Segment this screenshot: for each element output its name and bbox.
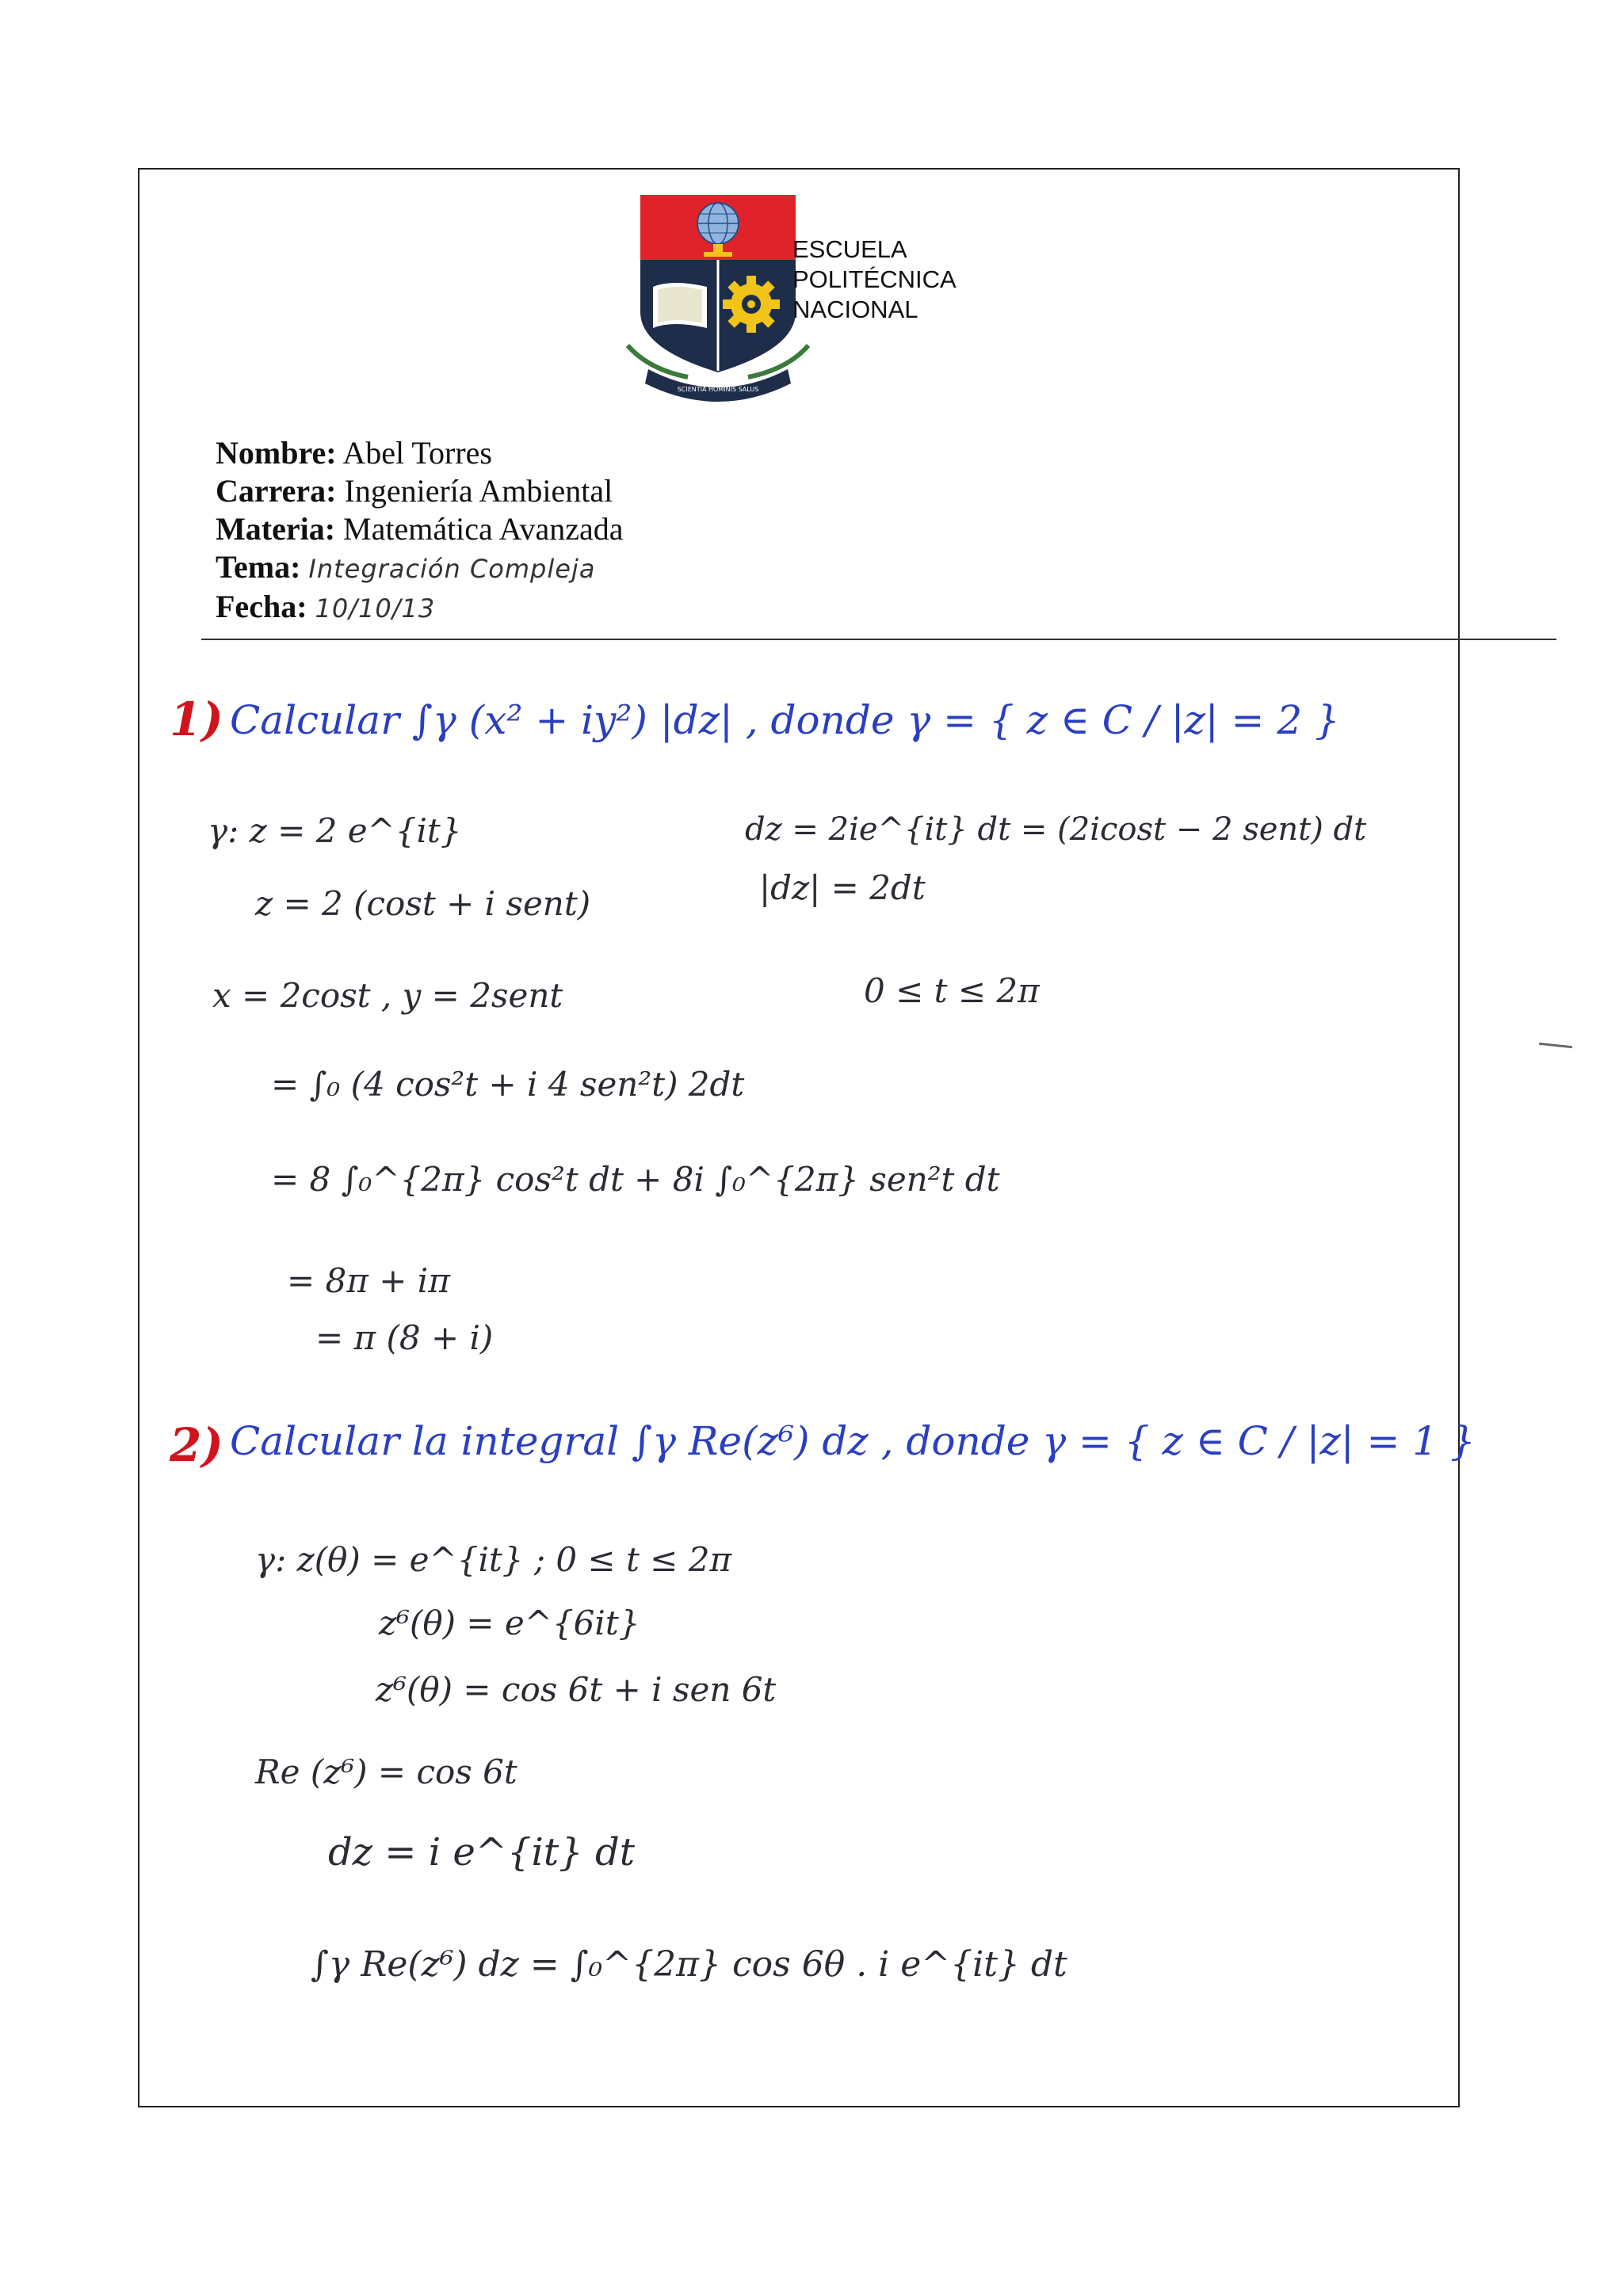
problem-2-number: 2) — [170, 1418, 223, 1472]
solution-line: |dz| = 2dt — [759, 868, 926, 907]
solution-line: = ∫₀ (4 cos²t + i 4 sen²t) 2dt — [271, 1065, 745, 1104]
field-label: Nombre: — [216, 435, 337, 471]
solution-line: = 8 ∫₀^{2π} cos²t dt + 8i ∫₀^{2π} sen²t dt — [271, 1160, 1000, 1199]
solution-line: 0 ≤ t ≤ 2π — [864, 971, 1040, 1010]
solution-line: = π (8 + i) — [315, 1318, 494, 1357]
field-fecha — [216, 588, 624, 627]
solution-line: z = 2 (cost + i sent) — [255, 884, 591, 923]
solution-line: dz = i e^{it} dt — [328, 1830, 635, 1875]
margin-mark — [1539, 1043, 1572, 1048]
field-value-handwritten: 10/10/13 — [315, 593, 436, 624]
field-tema — [216, 548, 624, 588]
motto-text: SCIENTIA HOMINIS SALUS — [677, 386, 759, 393]
solution-line: z⁶(θ) = e^{6it} — [379, 1604, 640, 1642]
solution-line: γ: z = 2 e^{it} — [208, 811, 462, 850]
field-value: Abel Torres — [342, 435, 492, 471]
problem-2-statement: Calcular la integral ∫γ Re(z⁶) dz , donde γ = { z ∈ C / |z| = 1 } — [230, 1418, 1476, 1464]
student-info — [216, 434, 624, 627]
field-value: Matemática Avanzada — [343, 511, 624, 547]
field-value: Ingeniería Ambiental — [344, 473, 613, 509]
field-nombre — [216, 434, 624, 472]
solution-line: = 8π + iπ — [287, 1261, 450, 1300]
field-label: Materia: — [216, 511, 336, 547]
field-label: Carrera: — [216, 473, 337, 509]
header-divider — [201, 639, 1556, 640]
field-label: Fecha: — [216, 589, 307, 624]
solution-line: dz = 2ie^{it} dt = (2icost − 2 sent) dt — [745, 811, 1367, 848]
field-label: Tema: — [216, 549, 301, 585]
solution-line: Re (z⁶) = cos 6t — [255, 1753, 517, 1791]
field-value-handwritten: Integración Compleja — [308, 554, 596, 584]
problem-1-number: 1) — [170, 692, 223, 746]
institution-name — [792, 235, 957, 325]
institution-name-line: POLITÉCNICA — [792, 265, 957, 293]
solution-line: x = 2cost , y = 2sent — [212, 976, 563, 1015]
solution-line: z⁶(θ) = cos 6t + i sen 6t — [376, 1670, 777, 1709]
field-materia — [216, 510, 624, 548]
field-carrera — [216, 472, 624, 510]
problem-1-statement: Calcular ∫γ (x² + iy²) |dz| , donde γ = { z ∈ C / |z| = 2 } — [230, 697, 1340, 743]
solution-line: γ: z(θ) = e^{it} ; 0 ≤ t ≤ 2π — [255, 1540, 732, 1579]
institution-name-line: ESCUELA — [792, 235, 907, 263]
institution-name-line: NACIONAL — [792, 296, 918, 323]
epn-logo — [624, 193, 812, 404]
solution-line: ∫γ Re(z⁶) dz = ∫₀^{2π} cos 6θ . i e^{it} dt — [311, 1944, 1067, 1985]
